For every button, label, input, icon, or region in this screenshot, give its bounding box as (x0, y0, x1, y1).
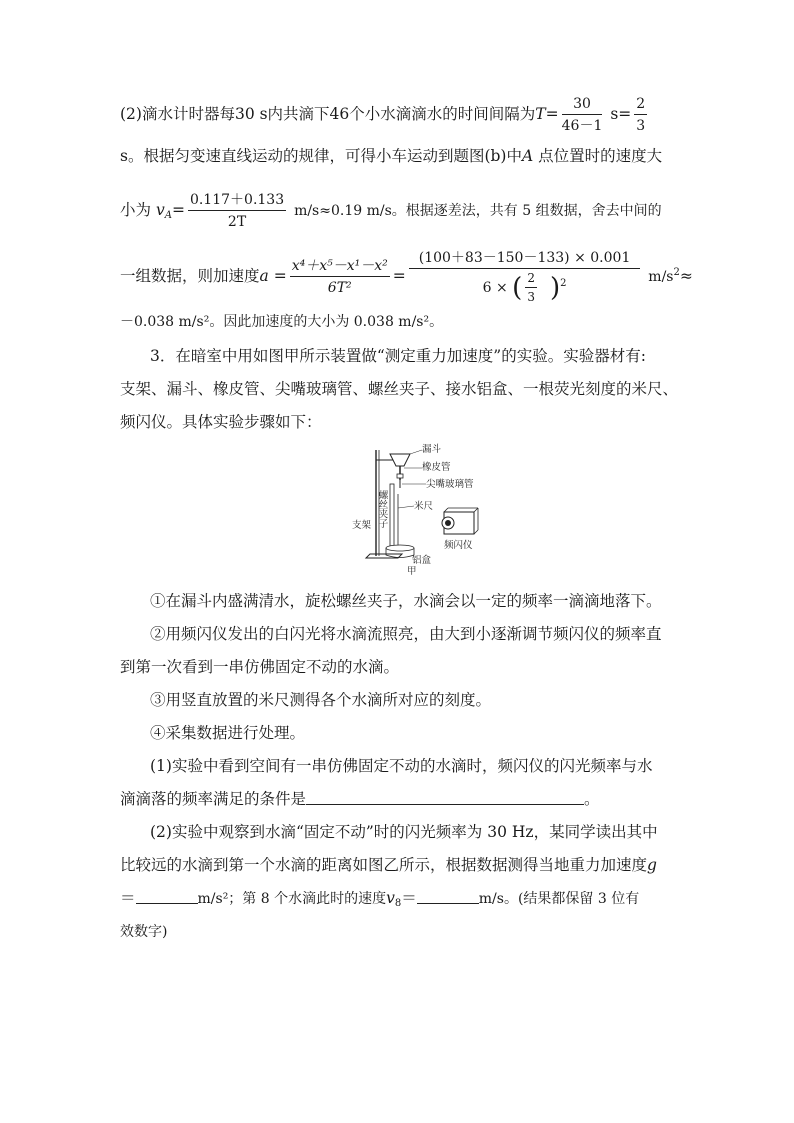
sub-question-2-cont-3: 效数字) (120, 924, 168, 940)
sub-question-2-cont: 比较远的水滴到第一个水滴的距离如图乙所示，根据数据测得当地重力加速度g (120, 856, 657, 874)
svg-text:螺丝夹子: 螺丝夹子 (376, 490, 388, 528)
answer-blank-g[interactable] (136, 889, 198, 904)
label-box: 铝盒 (412, 555, 432, 566)
solution-line-3: 小为 $v_A=$ $\frac{0.117+0.133}{2T}$ m/s≈0.19 m/s。根据逐差法，共有 5 组数据，舍去中间的 (120, 192, 662, 230)
label-glass-tube: 尖嘴玻璃管 (426, 479, 474, 490)
question-3-intro-2: 支架、漏斗、橡皮管、尖嘴玻璃管、螺丝夹子、接水铝盒、一根荧光刻度的米尺、 (120, 380, 679, 398)
step-2: ②用频闪仪发出的白闪光将水滴流照亮，由大到小逐渐调节频闪仪的频率直 (150, 625, 662, 643)
label-hose: 橡皮管 (422, 462, 451, 473)
var-g: g (647, 856, 657, 874)
solution-text: (2)滴水计时器每30 s内共滴下46个小水滴滴水的时间间隔为 (120, 105, 536, 123)
sub-question-1-cont: 滴滴落的频率满足的条件是 。 (120, 790, 600, 808)
label-ruler: 米尺 (414, 501, 434, 512)
sub-question-1: (1)实验中看到空间有一串仿佛固定不动的水滴时，频闪仪的闪光频率与水 (150, 757, 653, 775)
clamp-icon (397, 474, 403, 478)
label-clamp (377, 489, 389, 528)
step-4: ④采集数据进行处理。 (150, 724, 306, 742)
solution-line-5: －0.038 m/s²。因此加速度的大小为 0.038 m/s²。 (120, 314, 444, 330)
fraction-two-thirds: $\frac{2}{3}$ (636, 96, 646, 134)
question-3-intro: 3．在暗室中用如图甲所示装置做“测定重力加速度”的实验。实验器材有: (150, 347, 646, 365)
figure-caption: 甲 (407, 566, 417, 575)
label-strobe: 频闪仪 (444, 540, 473, 551)
step-1: ①在漏斗内盛满清水，旋松螺丝夹子，水滴会以一定的频率一滴滴地落下。 (150, 592, 662, 610)
point-A: A (521, 147, 534, 165)
var-v8: v (386, 889, 395, 907)
unit: s (610, 105, 619, 123)
label-funnel: 漏斗 (422, 444, 442, 455)
ruler-icon (390, 484, 394, 550)
var-v: v (155, 201, 165, 219)
sub-question-2-cont-2: ＝ m/s²；第 8 个水滴此时的速度$v_8= m/s$。(结果都保留 3 位有 (120, 889, 640, 909)
label-stand: 支架 (352, 520, 372, 531)
equals: = (618, 105, 632, 123)
fraction-interval: $\frac{30}{46-1}$ (561, 96, 603, 134)
apparatus-figure (352, 440, 502, 575)
solution-line-2: s。根据匀变速直线运动的规律，可得小车运动到题图(b)中A 点位置时的速度大 (120, 147, 663, 165)
question-3-intro-3: 频闪仪。具体实验步骤如下： (120, 413, 322, 431)
solution-line-1 (120, 96, 650, 134)
answer-blank-1[interactable] (306, 790, 584, 805)
fraction-numeric: (100＋83－150－133) × 0.001 6 × ( $\frac{2}{3}$ )$^2$ (409, 250, 641, 304)
sub-question-2: (2)实验中观察到水滴“固定不动”时的闪光频率为 30 Hz，某同学读出其中 (150, 823, 658, 841)
var-T: T (535, 105, 546, 123)
step-3: ③用竖直放置的米尺测得各个水滴所对应的刻度。 (150, 691, 492, 709)
var-a: a (259, 267, 269, 285)
equals: = (545, 105, 559, 123)
funnel-icon (390, 454, 410, 466)
fraction-formula: $\frac{\text{x⁴＋x⁵－x¹－x²}}{\text{6T²}}$ (291, 258, 388, 296)
step-2-cont: 到第一次看到一串仿佛固定不动的水滴。 (120, 658, 400, 676)
answer-blank-v8[interactable] (417, 889, 479, 904)
solution-line-4: 一组数据，则加速度a = $\frac{\text{x⁴＋x⁵－x¹－x²}}{\text{6T²}}$ = (100＋83－150－133) × 0.001 6 × ( $\frac{2}{3}$ )$^2$ $m/s^2\approx$ (120, 250, 693, 304)
fraction-velocity: $\frac{0.117+0.133}{2T}$ (189, 192, 285, 230)
